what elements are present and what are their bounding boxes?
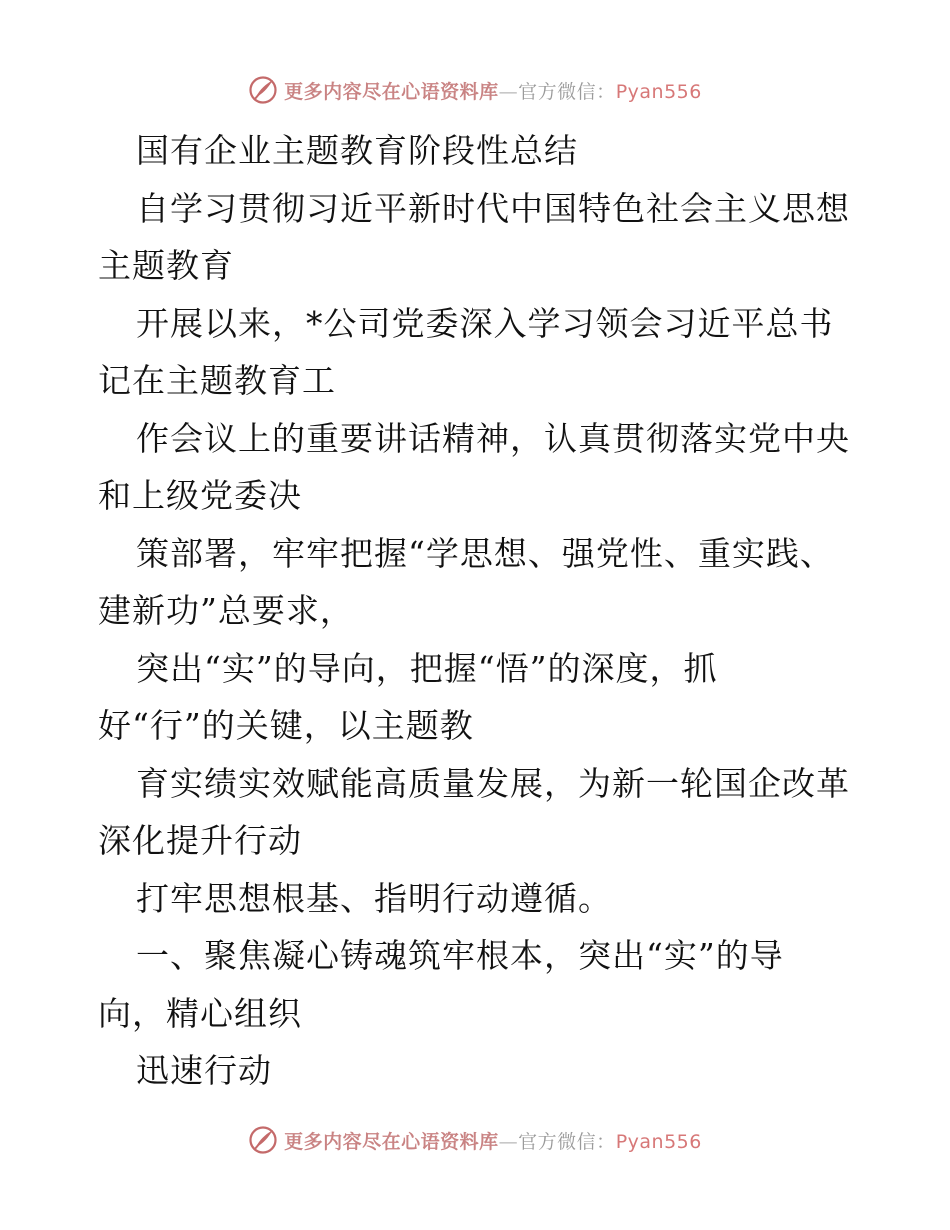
document-line: 记在主题教育工 bbox=[98, 361, 336, 400]
watermark-label: 官方微信： bbox=[518, 1130, 616, 1153]
feather-pen-logo-icon bbox=[248, 75, 278, 105]
document-line: 一、聚焦凝心铸魂筑牢根本，突出“实”的导 bbox=[136, 936, 784, 975]
document-line: 建新功”总要求， bbox=[98, 591, 354, 630]
watermark-dash: — bbox=[498, 1130, 519, 1153]
watermark-brand: 更多内容尽在心语资料库 bbox=[284, 1130, 499, 1153]
feather-pen-logo-icon bbox=[248, 1125, 278, 1155]
watermark-text bbox=[284, 77, 702, 104]
watermark-brand: 更多内容尽在心语资料库 bbox=[284, 80, 499, 103]
header-watermark bbox=[0, 70, 950, 110]
footer-watermark bbox=[0, 1120, 950, 1160]
document-line: 国有企业主题教育阶段性总结 bbox=[136, 131, 578, 170]
document-line: 好“行”的关键，以主题教 bbox=[98, 706, 474, 745]
document-line: 深化提升行动 bbox=[98, 821, 302, 860]
document-line: 和上级党委决 bbox=[98, 476, 302, 515]
watermark-id: Pyan556 bbox=[615, 80, 702, 103]
watermark-label: 官方微信： bbox=[518, 80, 616, 103]
document-body bbox=[98, 122, 858, 1100]
document-line: 策部署，牢牢把握“学思想、强党性、重实践、 bbox=[136, 533, 834, 573]
watermark-text bbox=[284, 1127, 702, 1154]
document-line: 主题教育 bbox=[98, 246, 234, 285]
document-line: 迅速行动 bbox=[136, 1051, 272, 1090]
document-line: 突出“实”的导向，把握“悟”的深度，抓 bbox=[136, 648, 718, 688]
document-line: 作会议上的重要讲话精神，认真贯彻落实党中央 bbox=[136, 418, 850, 458]
document-line: 开展以来，*公司党委深入学习领会习近平总书 bbox=[136, 303, 834, 343]
document-line: 打牢思想根基、指明行动遵循。 bbox=[136, 878, 612, 918]
document-line: 自学习贯彻习近平新时代中国特色社会主义思想 bbox=[136, 188, 850, 228]
watermark-dash: — bbox=[498, 80, 519, 103]
document-line: 向，精心组织 bbox=[98, 993, 302, 1033]
watermark-id: Pyan556 bbox=[615, 1130, 702, 1153]
document-line: 育实绩实效赋能高质量发展，为新一轮国企改革 bbox=[136, 763, 850, 803]
